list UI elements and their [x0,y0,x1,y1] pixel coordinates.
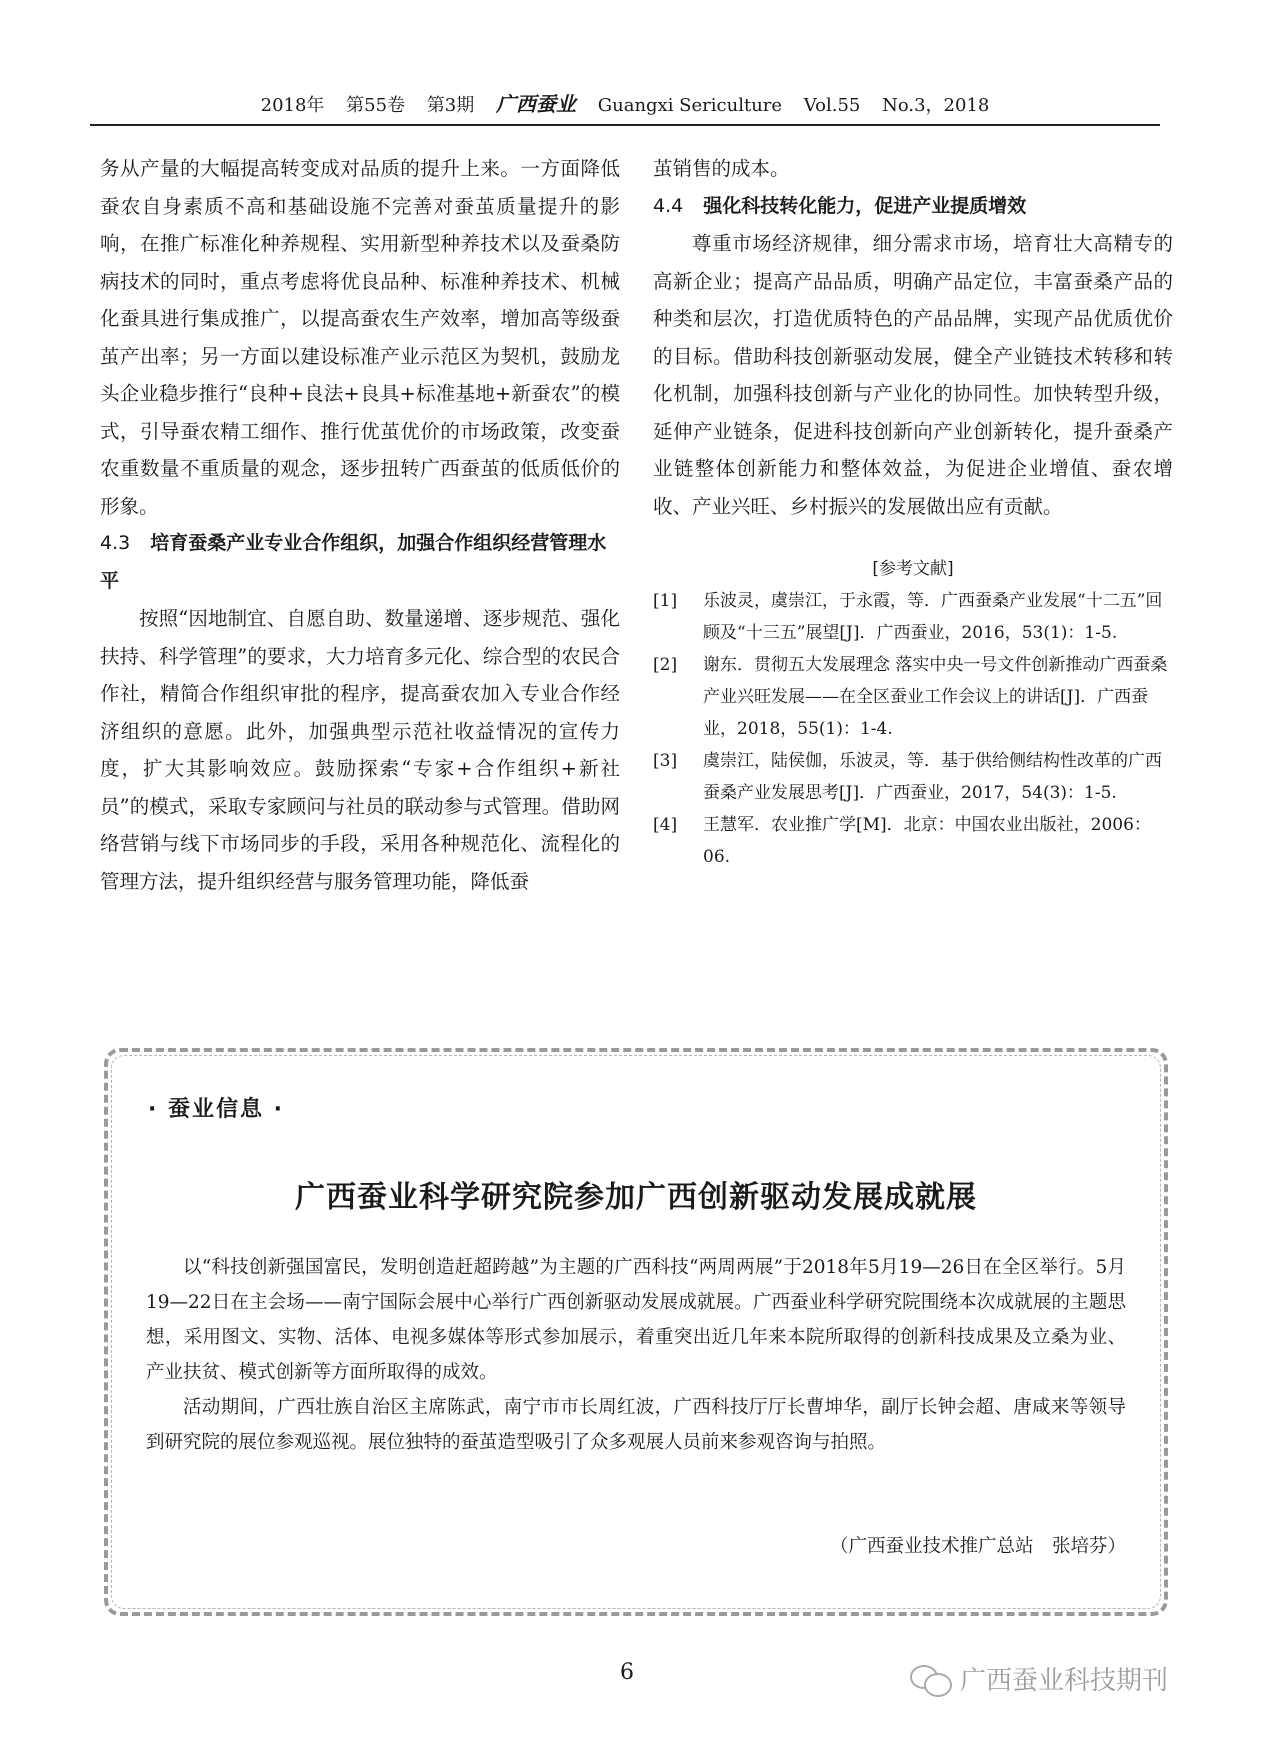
header-journal-cn: 广西蚕业 [496,92,576,116]
news-byline: （广西蚕业技术推广总站 张培芬） [829,1536,1126,1557]
section-title: 强化科技转化能力，促进产业提质增效 [703,194,1027,217]
body-paragraph: 按照“因地制宜、自愿自助、数量递增、逐步规范、强化扶持、科学管理”的要求，大力培育多元化、综合型的农民合作社，精简合作组织审批的程序，提高蚕农加入专业合作经济组织的意愿。此外，加强典型示范社收益情况的宣传力度，扩大其影响效应。鼓励探索“专家+合作组织+新社员”的模式，采取专家顾问与社员的联动参与式管理。借助网络营销与线下市场同步的手段，采用各种规范化、流程化的管理方法，提升组织经营与服务管理功能，降低蚕 [100,607,620,893]
running-header [90,88,1160,126]
section-heading-4-3 [100,525,620,600]
section-title: 培育蚕桑产业专业合作组织，加强合作组织经营管理水平 [100,532,607,592]
news-box [104,1048,1168,1616]
reference-number: [4] [653,815,678,835]
news-paragraph: 活动期间，广西壮族自治区主席陈武，南宁市市长周红波，广西科技厅厅长曹坤华，副厅长钟会超、唐咸来等领导到研究院的展位参观巡视。展位独特的蚕茧造型吸引了众多观展人员前来参观咨询与拍照。 [146,1397,1126,1453]
header-journal-en: Guangxi Sericulture [597,95,783,116]
news-title: 广西蚕业科学研究院参加广西创新驱动发展成就展 [295,1180,977,1215]
reference-item [653,649,1173,745]
body-paragraph: 务从产量的大幅提高转变成对品质的提升上来。一方面降低蚕农自身素质不高和基础设施不完善对蚕茧质量提升的影响，在推广标准化种养规程、实用新型种养技术以及蚕桑防病技术的同时，重点考虑将优良品种、标准种养技术、机械化蚕具进行集成推广，以提高蚕农生产效率，增加高等级蚕茧产出率；另一方面以建设标准产业示范区为契机，鼓励龙头企业稳步推行“良种+良法+良具+标准基地+新蚕农”的模式，引导蚕农精工细作、推行优茧优价的市场政策，改变蚕农重数量不重质量的观念，逐步扭转广西蚕茧的低质低价的形象。 [100,157,620,518]
header-vol-en: Vol.55 [803,95,861,116]
reference-number: [3] [653,751,678,771]
reference-number: [2] [653,655,678,675]
references-title: [参考文献] [872,559,954,579]
reference-text: 王慧军．农业推广学[M]．北京：中国农业出版社，2006：06. [703,815,1151,867]
section-tag: · 蚕业信息 · [148,1097,285,1122]
references-list [653,585,1173,873]
right-column [653,150,1173,873]
body-paragraph: 尊重市场经济规律，细分需求市场，培育壮大高精专的高新企业；提高产品品质，明确产品定位，丰富蚕桑产品的种类和层次，打造优质特色的产品品牌，实现产品优质优价的目标。借助科技创新驱动发展，健全产业链技术转移和转化机制，加强科技创新与产业化的协同性。加快转型升级，延伸产业链条，促进科技创新向产业创新转化，提升蚕桑产业链整体创新能力和整体效益，为促进企业增值、蚕农增收、产业兴旺、乡村振兴的发展做出应有贡献。 [653,232,1173,518]
reference-text: 谢东．贯彻五大发展理念 落实中央一号文件创新推动广西蚕桑产业兴旺发展——在全区蚕业工作会议上的讲话[J]．广西蚕业，2018，55(1)：1-4. [703,655,1168,739]
section-heading-4-4 [653,188,1173,226]
news-body [146,1250,1126,1460]
left-column [100,150,620,900]
watermark-text: 广西蚕业科技期刊 [960,1666,1169,1696]
reference-number: [1] [653,591,678,611]
section-number: 4.4 [653,194,684,217]
reference-item [653,585,1173,649]
header-year: 2018年 [260,95,325,116]
header-no-en: No.3，2018 [882,95,990,116]
wechat-icon [910,1663,954,1695]
body-paragraph: 茧销售的成本。 [653,157,790,180]
header-volume: 第55卷 [346,95,406,116]
reference-text: 虞崇江，陆侯伽，乐波灵，等．基于供给侧结构性改革的广西蚕桑产业发展思考[J]．广西蚕业，2017，54(3)：1-5. [703,751,1162,803]
reference-text: 乐波灵，虞崇江，于永霞，等．广西蚕桑产业发展“十二五”回顾及“十三五”展望[J]．广西蚕业，2016，53(1)：1-5. [703,591,1163,643]
watermark [910,1660,1168,1697]
section-number: 4.3 [100,532,131,554]
news-paragraph: 以“科技创新强国富民，发明创造赶超跨越”为主题的广西科技“两周两展”于2018年5月19—26日在全区举行。5月19—22日在主会场——南宁国际会展中心举行广西创新驱动发展成就展。广西蚕业科学研究院围绕本次成就展的主题思想，采用图文、实物、活体、电视多媒体等形式参加展示，着重突出近几年来本院所取得的创新科技成果及立桑为业、产业扶贫、模式创新等方面所取得的成效。 [146,1257,1126,1383]
header-issue: 第3期 [426,95,475,116]
reference-item [653,745,1173,809]
reference-item [653,809,1173,873]
page-number: 6 [620,1660,634,1685]
